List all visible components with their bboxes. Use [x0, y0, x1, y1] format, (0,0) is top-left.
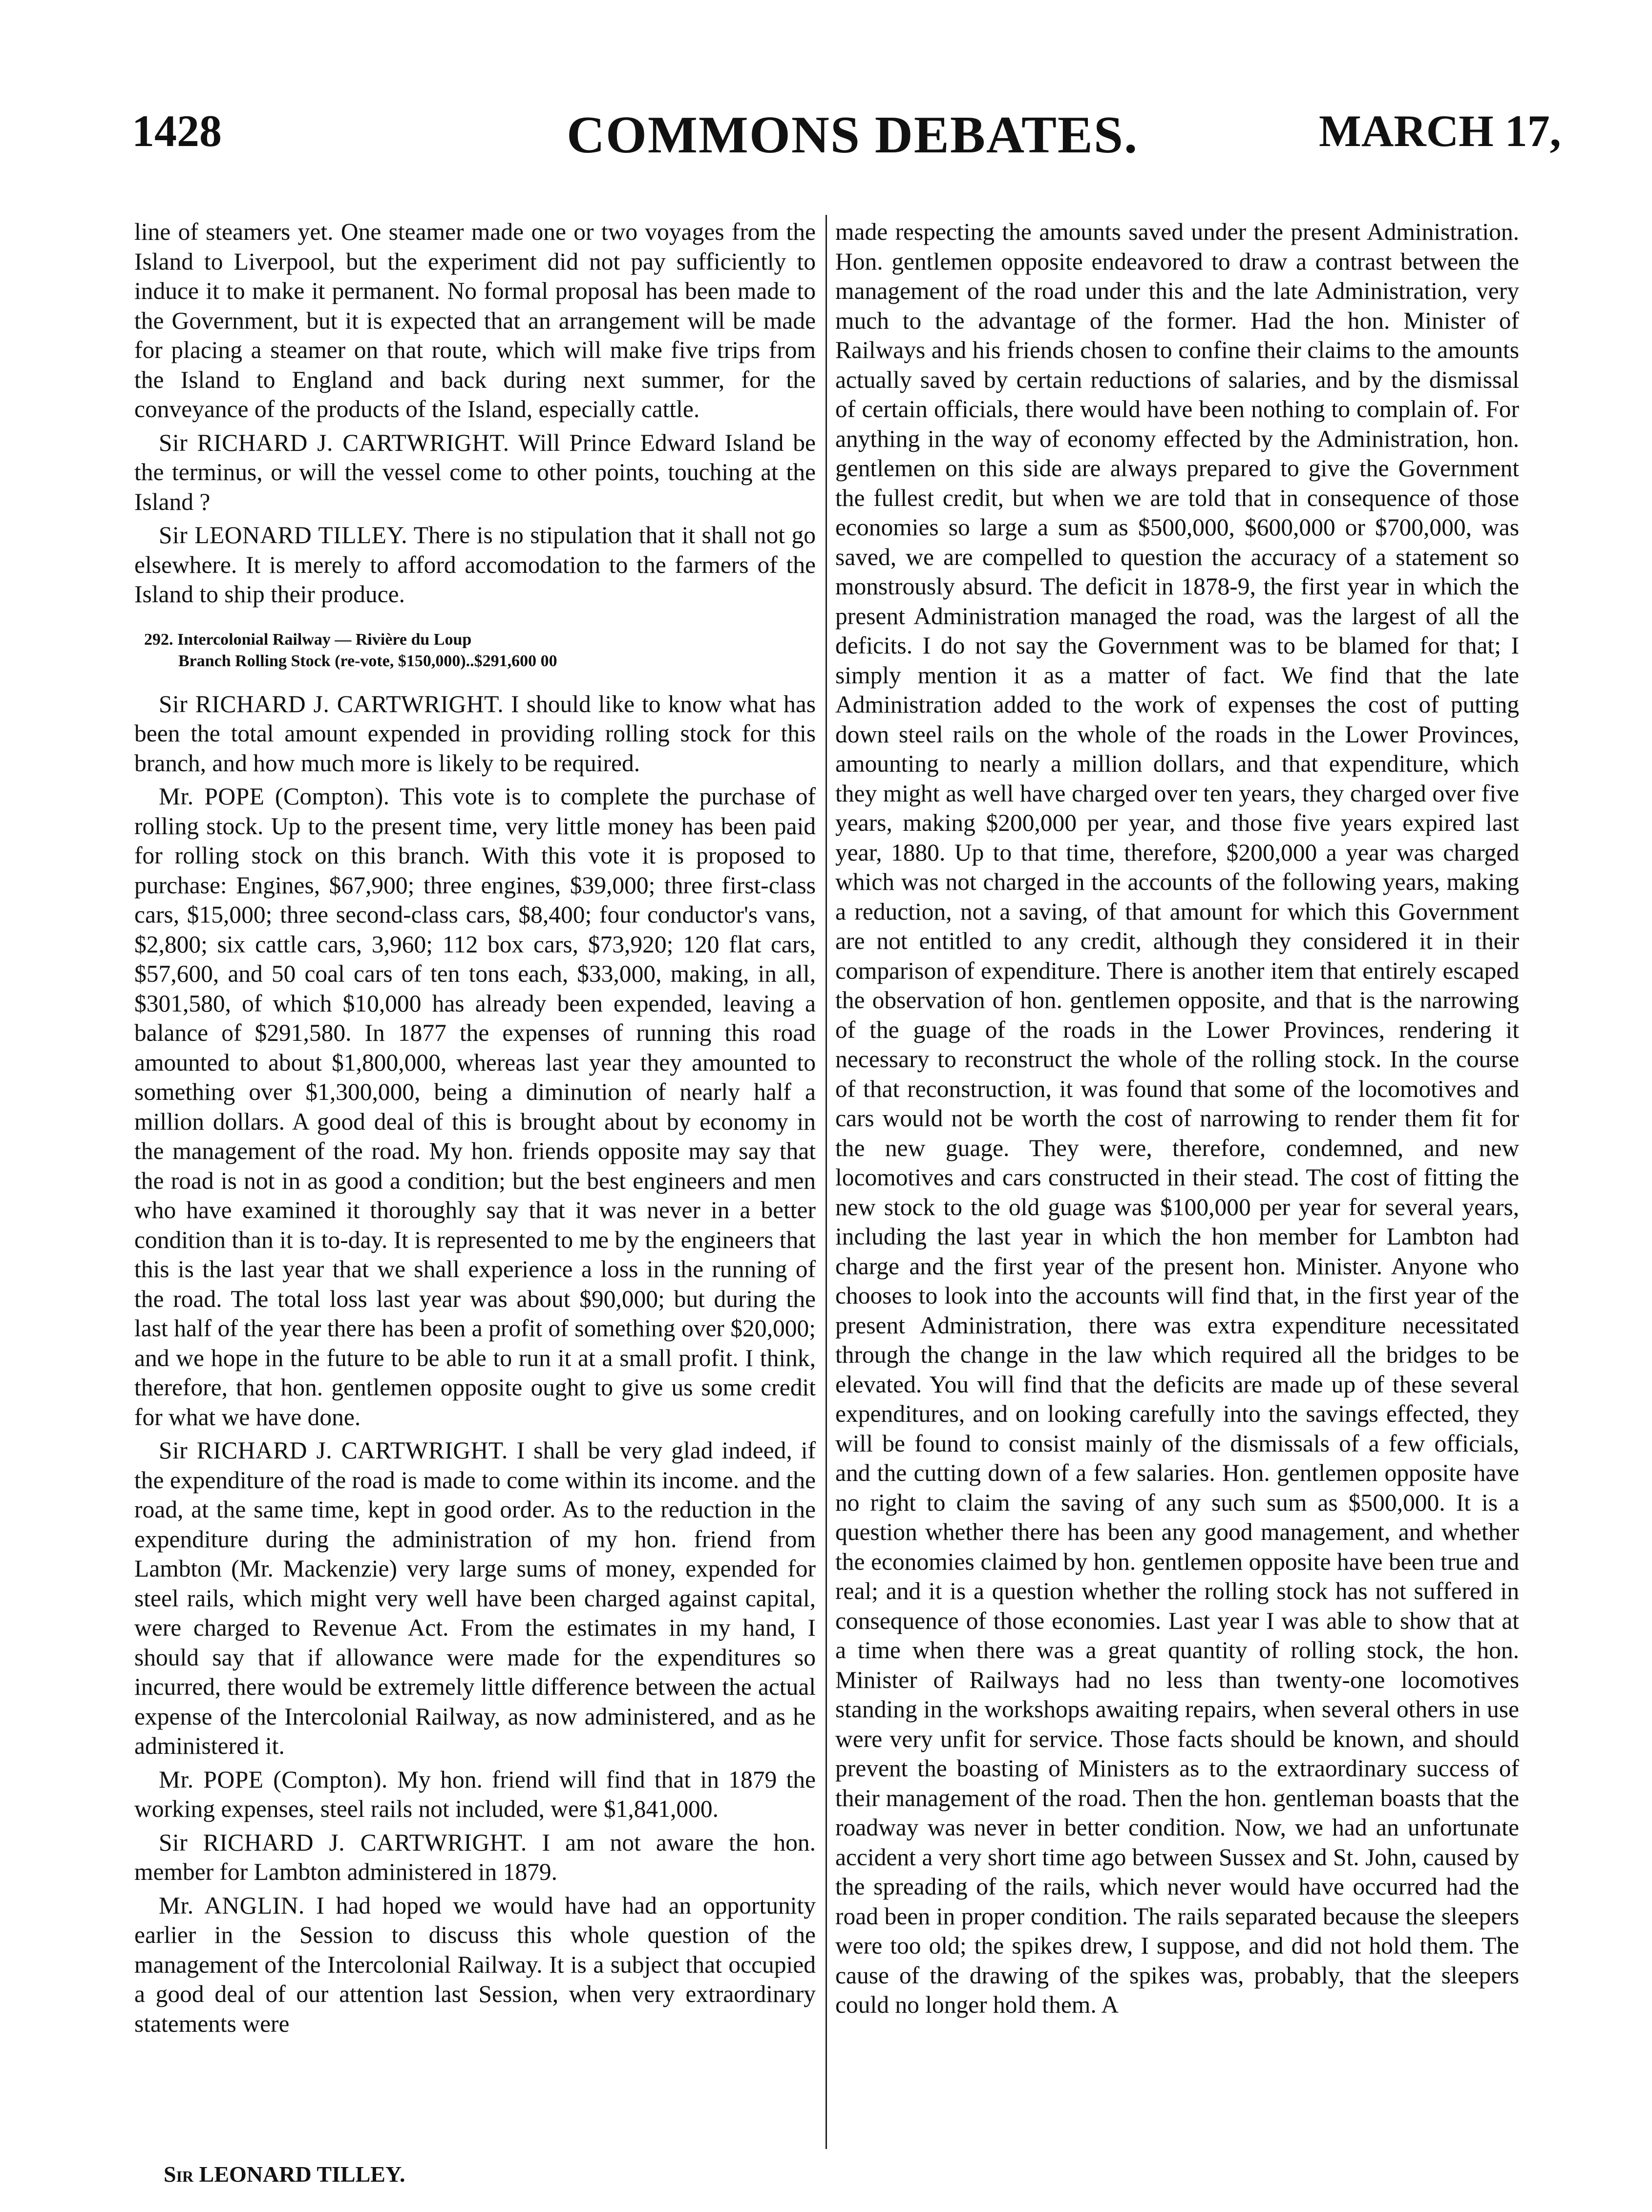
page-number: 1428: [132, 106, 222, 156]
speaker-name: Mr. POPE (Compton).: [159, 783, 390, 810]
paragraph-text: I had hoped we would have had an opportunity earlier in the Session to discuss this whole question of the management of the Intercolonial Railway. It is a subject that occupied a good deal of our attention last Session, when very extraordinary statements were: [134, 1892, 816, 2037]
speaker-name: Sir LEONARD TILLEY.: [159, 522, 408, 548]
paragraph-text: Will Prince Edward Island be the terminus, or will the vessel come to other points, touching at the Island ?: [134, 429, 816, 515]
right-column: [835, 217, 1519, 2151]
paragraph-text: made respecting the amounts saved under the present Administration. Hon. gentlemen opposite endeavored to draw a contrast between the management of the road under this and the late Administration, very much to the advantage of the former. Had the hon. Minister of Railways and his friends chosen to confine their claims to the amounts actually saved by certain reductions of salaries, and by the dismissal of certain officials, there would have been nothing to complain of. For anything in the way of economy effected by the Administration, hon. gentlemen on this side are always prepared to give the Government the fullest credit, but when we are told that in consequence of those economies so large a sum as $500,000, $600,000 or $700,000, was saved, we are compelled to question the accuracy of a statement so monstrously absurd. The deficit in 1878-9, the first year in which the present Administration managed the road, was the largest of all the deficits. I do not say the Government was to be blamed for that; I simply mention it as a matter of fact. We find that the late Administration added to the work of expenses the cost of putting down steel rails on the whole of the roads in the Lower Provinces, amounting to nearly a million dollars, and that expenditure, which they might as well have charged over ten years, they charged over five years, making $200,000 per year, and those five years expired last year, 1880. Up to that time, therefore, $200,000 a year was charged which was not charged in the accounts of the following years, making a reduction, not a saving, of that amount for which this Government are not entitled to any credit, although they considered it in their comparison of expenditure. There is another item that entirely escaped the observation of hon. gentlemen opposite, and that is the narrowing of the guage of the roads in the Lower Provinces, rendering it necessary to reconstruct the whole of the rolling stock. In the course of that reconstruction, it was found that some of the locomotives and cars would not be worth the cost of narrowing to render them fit for the new guage. They were, therefore, condemned, and new locomotives and cars constructed in their stead. The cost of fitting the new stock to the old guage was $100,000 per year for several years, including the last year in which the hon member for Lambton had charge and the first year of the present hon. Minister. Anyone who chooses to look into the accounts will find that, in the first year of the present Administration, there was extra expenditure necessitated through the change in the law which required all the bridges to be elevated. You will find that the deficits are made up of these several expenditures, and on looking carefully into the savings effected, they will be found to consist mainly of the dismissals of a few officials, and the cutting down of a few salaries. Hon. gentlemen opposite have no right to claim the saving of any such sum as $500,000. It is a question whether there has been any good management, and whether the economies claimed by hon. gentlemen opposite have been true and real; and it is a question whether the rolling stock has not suffered in consequence of those economies. Last year I was able to show that at a time when there was a great quantity of rolling stock, the hon. Minister of Railways had no less than twenty-one locomotives standing in the workshops awaiting repairs, when several others in use were very unfit for service. Those facts should be known, and should prevent the boasting of Ministers as to the extraordinary success of their management of the road. Then the hon. gentleman boasts that the roadway was never in better condition. Now, we had an unfortunate accident a very short time ago between Sussex and St. John, caused by the spreading of the rails, which never would have occurred had the road been in proper condition. The rails separated because the sleepers were too old; the spikes drew, I suppose, and did not hold them. The cause of the drawing of the spikes was, probably, that the sleepers could no longer hold them. A: [835, 218, 1519, 2018]
speaker-name: Sir RICHARD J. CARTWRIGHT.: [159, 690, 504, 717]
paragraph-text: This vote is to complete the purchase of rolling stock. Up to the present time, very little money has been paid for rolling stock on this branch. With this vote it is proposed to purchase: Engines, $67,900; three engines, $39,000; three first-class cars, $15,000; three second-class cars, $8,400; four conductor's vans, $2,800; six cattle cars, 3,960; 112 box cars, $73,920; 120 flat cars, $57,600, and 50 coal cars of ten tons each, $33,000, making, in all, $301,580, of which $10,000 has already been expended, leaving a balance of $291,580. In 1877 the expenses of running this road amounted to about $1,800,000, whereas last year they amounted to something over $1,300,000, being a diminution of nearly half a million dollars. A good deal of this is brought about by economy in the management of the road. My hon. friends opposite may say that the road is not in as good a condition; but the best engineers and men who have examined it thoroughly say that it was never in a better condition than it is to-day. It is represented to me by the engineers that this is the last year that we shall experience a loss in the running of the road. The total loss last year was about $90,000; but during the last half of the year there has been a profit of something over $20,000; and we hope in the future to be able to run it at a small profit. I think, therefore, that hon. gentlemen opposite ought to give us some credit for what we have done.: [134, 783, 816, 1431]
paragraph: [134, 428, 816, 517]
page-date: MARCH 17,: [1319, 106, 1561, 156]
speaker-name: Sir RICHARD J. CARTWRIGHT.: [159, 1437, 508, 1464]
paragraph: [134, 1891, 816, 2039]
paragraph-text: I am not aware the hon. member for Lambton administered in 1879.: [134, 1829, 816, 1885]
page-title: COMMONS DEBATES.: [567, 106, 1139, 164]
vote-item: [144, 629, 816, 672]
speaker-name: Sir RICHARD J. CARTWRIGHT.: [159, 1829, 527, 1856]
paragraph-text: I should like to know what has been the total amount expended in providing rolling stock for this branch, and how much more is likely to be required.: [134, 690, 816, 777]
catchword: Sir LEONARD TILLEY.: [164, 2162, 405, 2187]
speaker-name: Mr. POPE (Compton).: [159, 1766, 388, 1793]
left-column: [134, 217, 816, 2151]
paragraph: [134, 1436, 816, 1761]
paragraph: [134, 690, 816, 779]
paragraph: [134, 1828, 816, 1887]
paragraph: [134, 1765, 816, 1824]
vote-line-1: 292. Intercolonial Railway — Rivière du Loup: [144, 630, 472, 649]
paragraph-text: My hon. friend will find that in 1879 the working expenses, steel rails not included, were $1,841,000.: [134, 1766, 816, 1822]
paragraph-text: line of steamers yet. One steamer made one or two voyages from the Island to Liverpool, but the experiment did not pay sufficiently to induce it to make it permanent. No formal proposal has been made to the Government, but it is expected that an arrangement will be made for placing a steamer on that route, which will make five trips from the Island to England and back during next summer, for the conveyance of the products of the Island, especially cattle.: [134, 218, 816, 422]
speaker-name: Sir RICHARD J. CARTWRIGHT.: [159, 429, 509, 456]
paragraph-text: I shall be very glad indeed, if the expenditure of the road is made to come within its income. and the road, at the same time, kept in good order. As to the reduction in the expenditure during the administration of my hon. friend from Lambton (Mr. Mackenzie) very large sums of money, expended for steel rails, which might very well have been charged against capital, were charged to Revenue Act. From the estimates in my hand, I should say that if allowance were made for the expenditures so incurred, there would be extremely little difference between the actual expense of the Intercolonial Railway, as now administered, and as he administered it.: [134, 1437, 816, 1759]
paragraph: [134, 782, 816, 1432]
speaker-name: Mr. ANGLIN.: [159, 1892, 305, 1919]
paragraph: [134, 217, 816, 424]
vote-line-2: Branch Rolling Stock (re-vote, $150,000)..$291,600 00: [178, 652, 557, 670]
paragraph-text: There is no stipulation that it shall not go elsewhere. It is merely to afford accomodation to the farmers of the Island to ship their produce.: [134, 522, 816, 608]
paragraph: [134, 521, 816, 610]
paragraph: [835, 217, 1519, 2020]
column-divider: [826, 215, 827, 2149]
